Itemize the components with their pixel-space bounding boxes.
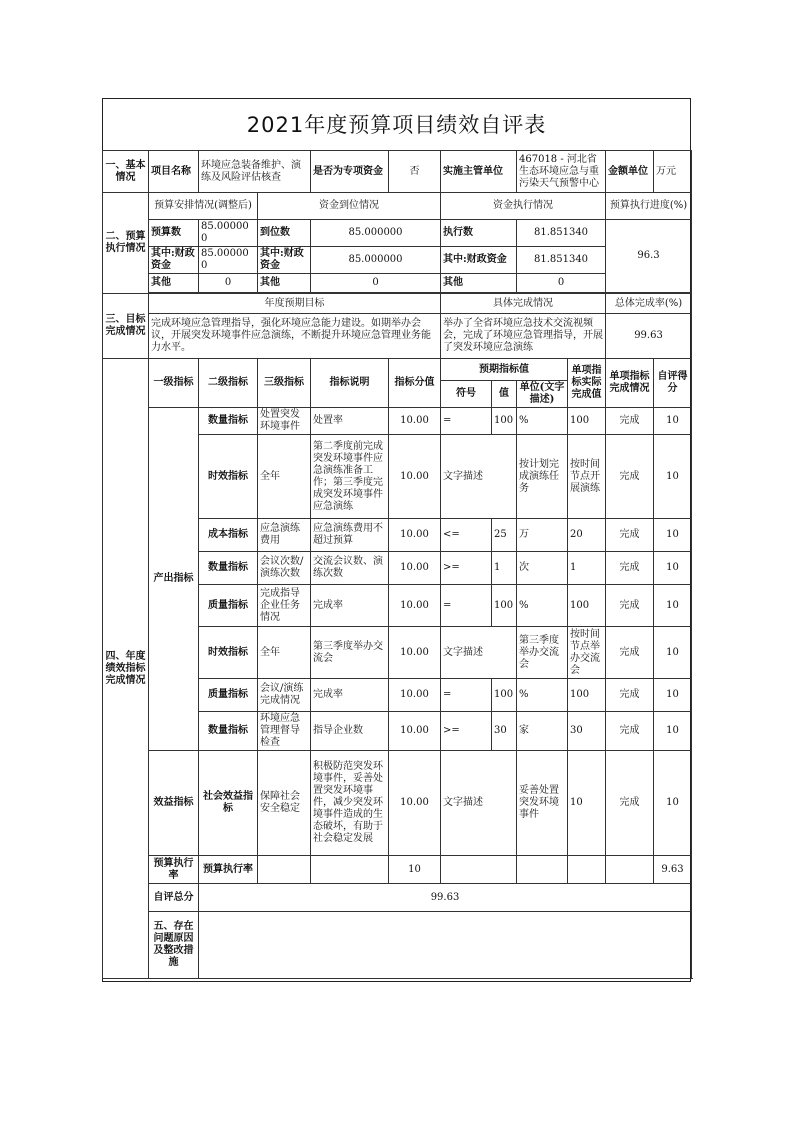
table-row-l3: 完成指导企业任务情况 (258, 585, 311, 627)
exec-other-value: 0 (517, 274, 606, 293)
header-self-score: 自评得分 (654, 359, 692, 408)
exec-rate-score: 10 (389, 856, 441, 884)
exec-fiscal-label: 其中:财政资金 (441, 247, 517, 274)
table-row-symbol: 文字描述 (441, 435, 517, 519)
table-row-desc: 处置率 (311, 408, 389, 435)
header-value: 值 (492, 381, 517, 408)
table-row-symbol: = (441, 679, 492, 712)
table-row-actual: 1 (568, 552, 606, 585)
budget-fiscal-label: 其中:财政资金 (149, 247, 199, 274)
table-row-value: 100 (492, 408, 517, 435)
arrival-fiscal-label: 其中:财政资金 (258, 247, 311, 274)
table-row-status: 完成 (606, 627, 654, 679)
table-row-actual: 100 (568, 679, 606, 712)
table-row-score: 10.00 (389, 712, 441, 751)
header-level3: 三级指标 (258, 359, 311, 408)
table-row-l2: 时效指标 (199, 435, 258, 519)
header-level1: 一级指标 (149, 359, 199, 408)
exec-rate-desc (311, 856, 389, 884)
section-budget: 二、预算执行情况 (103, 193, 149, 294)
arrival-label: 到位数 (258, 220, 311, 247)
table-row-status: 完成 (606, 408, 654, 435)
header-level2: 二级指标 (199, 359, 258, 408)
total-score-value: 99.63 (199, 884, 692, 912)
budget-fiscal-value: 85.000000 (199, 247, 258, 274)
arrival-fiscal-value: 85.000000 (311, 247, 441, 274)
header-expected: 预期指标值 (441, 359, 568, 381)
benefit-score: 10.00 (389, 751, 441, 856)
table-row-value: 30 (492, 712, 517, 751)
table-row-self: 10 (654, 627, 692, 679)
table-row-l2: 数量指标 (199, 408, 258, 435)
budget-other-value: 0 (199, 274, 258, 293)
exec-rate-actual (568, 856, 606, 884)
benefit-l2: 社会效益指标 (199, 751, 258, 856)
table-row-l2: 质量指标 (199, 679, 258, 712)
exec-rate-status (606, 856, 654, 884)
benefit-l3: 保障社会安全稳定 (258, 751, 311, 856)
dept-value: 467018 - 河北省生态环境应急与重污染天气预警中心 (517, 151, 606, 193)
table-row-l2: 数量指标 (199, 552, 258, 585)
table-row-value: 100 (492, 585, 517, 627)
table-row-actual: 100 (568, 585, 606, 627)
section-goals: 三、目标完成情况 (103, 294, 149, 359)
budget-other-label: 其他 (149, 274, 199, 293)
table-row-self: 10 (654, 552, 692, 585)
table-row-l2: 数量指标 (199, 712, 258, 751)
budget-arrange-header: 预算安排情况(调整后) (149, 193, 258, 220)
table-row-score: 10.00 (389, 435, 441, 519)
issues-content (199, 912, 692, 979)
budget-value: 85.000000 (199, 220, 258, 247)
goals-rate-header: 总体完成率(%) (606, 294, 692, 314)
exec-rate-l2: 预算执行率 (199, 856, 258, 884)
table-row-score: 10.00 (389, 585, 441, 627)
table-row-desc: 应急演练费用不超过预算 (311, 519, 389, 552)
benefit-l1: 效益指标 (149, 751, 199, 856)
table-row-desc: 交流会议数、演练次数 (311, 552, 389, 585)
table-row-unit: 第三季度举办交流会 (517, 627, 568, 679)
table-row-unit: 万 (517, 519, 568, 552)
table-row-self: 10 (654, 519, 692, 552)
table-row-score: 10.00 (389, 552, 441, 585)
header-score: 指标分值 (389, 359, 441, 408)
section-basic: 一、基本情况 (103, 151, 149, 193)
benefit-status: 完成 (606, 751, 654, 856)
table-row-desc: 第三季度举办交流会 (311, 627, 389, 679)
benefit-self: 10 (654, 751, 692, 856)
table-row-self: 10 (654, 679, 692, 712)
header-unit: 单位(文字描述) (517, 381, 568, 408)
dept-label: 实施主管单位 (441, 151, 517, 193)
evaluation-table (102, 150, 692, 979)
table-row-actual: 30 (568, 712, 606, 751)
header-status: 单项指标完成情况 (606, 359, 654, 408)
goals-actual-text: 举办了全省环境应急技术交流视频会，完成了环境应急管理指导，开展了突发环境应急演练 (441, 314, 606, 359)
table-row-l3: 会议次数/演练次数 (258, 552, 311, 585)
goals-rate-value: 99.63 (606, 314, 692, 359)
table-row-score: 10.00 (389, 679, 441, 712)
exec-rate-self: 9.63 (654, 856, 692, 884)
table-row-status: 完成 (606, 552, 654, 585)
table-row-unit: 次 (517, 552, 568, 585)
table-row-l3: 全年 (258, 435, 311, 519)
table-row-value: 1 (492, 552, 517, 585)
table-row-self: 10 (654, 408, 692, 435)
amount-unit-label: 金额单位 (606, 151, 654, 193)
budget-exec-header: 资金执行情况 (441, 193, 606, 220)
table-row-l3: 全年 (258, 627, 311, 679)
table-row-symbol: >= (441, 712, 492, 751)
table-row-status: 完成 (606, 679, 654, 712)
page-title: 2021年度预算项目绩效自评表 (246, 113, 547, 137)
budget-arrival-header: 资金到位情况 (258, 193, 441, 220)
section-indicators: 四、年度绩效指标完成情况 (103, 359, 149, 979)
exec-fiscal-value: 81.851340 (517, 247, 606, 274)
table-row-actual: 按时间节点举办交流会 (568, 627, 606, 679)
table-row-desc: 完成率 (311, 585, 389, 627)
exec-value: 81.851340 (517, 220, 606, 247)
table-row-status: 完成 (606, 435, 654, 519)
goals-target-text: 完成环境应急管理指导，强化环境应急能力建设。如期举办会议，开展突发环境事件应急演练，不断提升环境应急管理业务能力水平。 (149, 314, 441, 359)
budget-progress-header: 预算执行进度(%) (606, 193, 692, 220)
output-indicator-label: 产出指标 (149, 408, 199, 751)
exec-other-label: 其他 (441, 274, 517, 293)
table-row-symbol: >= (441, 552, 492, 585)
arrival-other-label: 其他 (258, 274, 311, 293)
special-fund-label: 是否为专项资金 (311, 151, 389, 193)
table-row-l3: 处置突发环境事件 (258, 408, 311, 435)
section-issues: 五、存在问题原因及整改措施 (149, 912, 199, 979)
table-row-l2: 成本指标 (199, 519, 258, 552)
table-row-self: 10 (654, 585, 692, 627)
benefit-unit: 妥善处置突发环境事件 (517, 751, 568, 856)
benefit-actual: 10 (568, 751, 606, 856)
table-row-desc: 第二季度前完成突发环境事件应急演练准备工作；第三季度完成突发环境事件应急演练 (311, 435, 389, 519)
project-name-label: 项目名称 (149, 151, 199, 193)
table-row-status: 完成 (606, 585, 654, 627)
budget-progress-value: 96.3 (606, 220, 692, 293)
table-row-unit: % (517, 679, 568, 712)
table-row-actual: 按时间节点开展演练 (568, 435, 606, 519)
budget-label: 预算数 (149, 220, 199, 247)
header-symbol: 符号 (441, 381, 492, 408)
table-row-value: 25 (492, 519, 517, 552)
benefit-desc: 积极防范突发环境事件，妥善处置突发环境事件，减少突发环境事件造成的生态破坏，有助于社会稳定发展 (311, 751, 389, 856)
header-actual: 单项指标实际完成值 (568, 359, 606, 408)
table-row-status: 完成 (606, 519, 654, 552)
table-row-actual: 100 (568, 408, 606, 435)
table-row-l3: 环境应急管理督导检查 (258, 712, 311, 751)
goals-actual-header: 具体完成情况 (441, 294, 606, 314)
total-score-label: 自评总分 (149, 884, 199, 912)
table-row-l2: 质量指标 (199, 585, 258, 627)
exec-rate-unit (517, 856, 568, 884)
table-row-score: 10.00 (389, 408, 441, 435)
amount-unit-value: 万元 (654, 151, 692, 193)
table-row-symbol: = (441, 408, 492, 435)
table-row-desc: 完成率 (311, 679, 389, 712)
benefit-symbol: 文字描述 (441, 751, 517, 856)
exec-label: 执行数 (441, 220, 517, 247)
table-row-unit: % (517, 408, 568, 435)
arrival-value: 85.000000 (311, 220, 441, 247)
table-row-symbol: <= (441, 519, 492, 552)
table-row-l3: 应急演练费用 (258, 519, 311, 552)
header-desc: 指标说明 (311, 359, 389, 408)
table-row-value: 100 (492, 679, 517, 712)
table-row-l3: 会议/演练完成情况 (258, 679, 311, 712)
table-row-status: 完成 (606, 712, 654, 751)
table-row-self: 10 (654, 712, 692, 751)
table-row-unit: 家 (517, 712, 568, 751)
table-row-actual: 20 (568, 519, 606, 552)
arrival-other-value: 0 (311, 274, 441, 293)
exec-rate-l3 (258, 856, 311, 884)
table-row-unit: 按计划完成演练任务 (517, 435, 568, 519)
table-row-symbol: = (441, 585, 492, 627)
special-fund-value: 否 (389, 151, 441, 193)
table-row-score: 10.00 (389, 519, 441, 552)
project-name: 环境应急装备维护、演练及风险评估核查 (199, 151, 311, 193)
table-row-score: 10.00 (389, 627, 441, 679)
table-row-l2: 时效指标 (199, 627, 258, 679)
exec-rate-l1: 预算执行率 (149, 856, 199, 884)
table-row-symbol: 文字描述 (441, 627, 517, 679)
goals-target-header: 年度预期目标 (149, 294, 441, 314)
exec-rate-expected (441, 856, 517, 884)
table-row-unit: % (517, 585, 568, 627)
table-row-self: 10 (654, 435, 692, 519)
table-row-desc: 指导企业数 (311, 712, 389, 751)
